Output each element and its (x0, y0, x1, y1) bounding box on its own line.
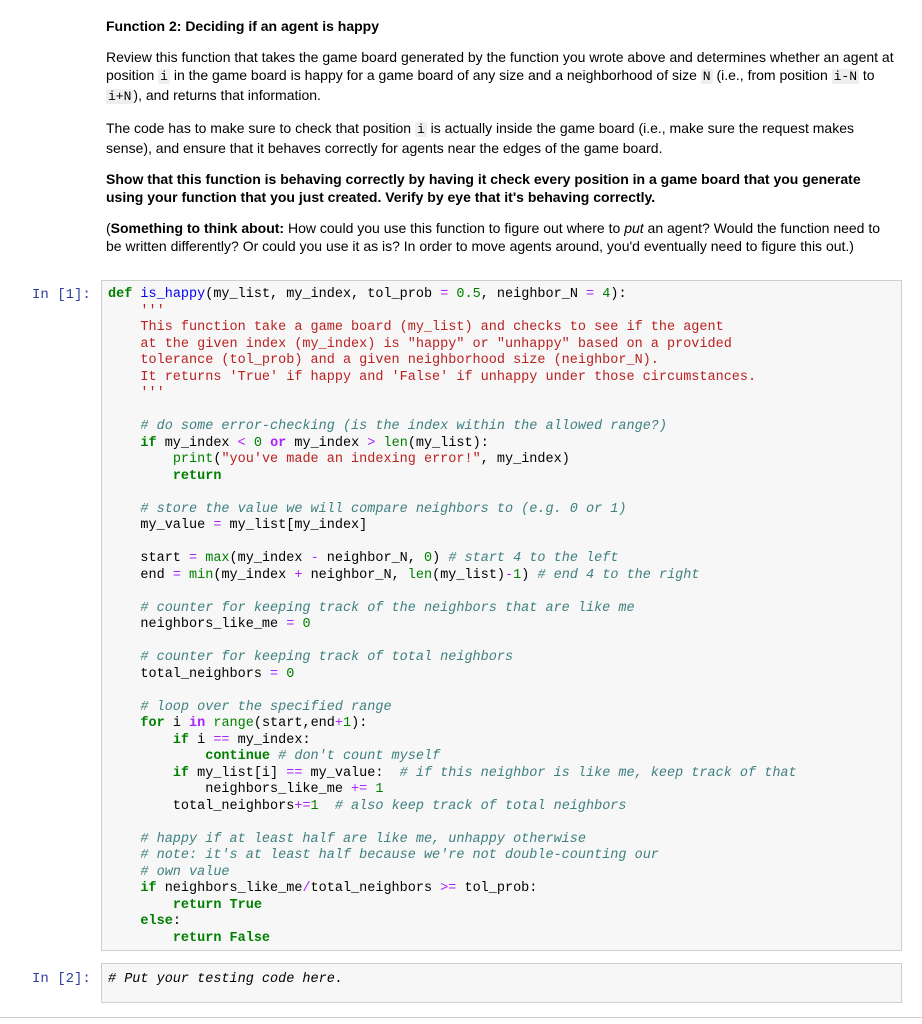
paragraph-check: The code has to make sure to check that position i is actually inside the game board (i.e., make sure the request makes sense), and ensure that it behaves correctly for agents near the edges of the game board. (106, 120, 854, 156)
section-heading: Function 2: Deciding if an agent is happy (106, 18, 380, 34)
paragraph-review: Review this function that takes the game board generated by the function you wrote above and determines whether an agent at position i in the game board is happy for a game board of any size and a neighborhood of size N (i.e., from position i-N to i+N ), and returns that information. (106, 49, 894, 104)
code-cell-2[interactable] (101, 963, 902, 1003)
code-editor-2[interactable]: # Put your testing code here. (108, 972, 343, 987)
code-cell-1[interactable] (101, 280, 902, 951)
notebook-divider (0, 1017, 922, 1018)
paragraph-think: (Something to think about: How could you use this function to figure out where to put an agent? Would the function need to be written differently? Or could you use it as is? In order to move agents around, you'd eventually need to figure this out.) (106, 220, 881, 254)
paragraph-show: Show that this function is behaving correctly by having it check every position in a game board that you generate using your function that you just created. Verify by eye that it's behaving correctly. (106, 171, 861, 205)
code-editor-1[interactable]: def is_happy(my_list, my_index, tol_prob = 0.5, neighbor_N = 4): ''' This function take a game board (my_list) and checks to see if the agent at the given index (my_index) is "happy" or "unhappy" based on a provided tolerance (tol_prob) and a given neighborhood size (neighbor_N). It returns 'True' if happy and 'False' if unhappy under those circumstances. ''' # do some error-checking (is the index within the allowed range?) if my_index < 0 or my_index > len(my_list): print("you've made an indexing error!", my_index) return # store the value we will compare neighbors to (e.g. 0 or 1) my_value = my_list[my_index] start = max(my_index - neighbor_N, 0) # start 4 to the left end = min(my_index + neighbor_N, len(my_list)-1) # end 4 to the right # counter for keeping track of the neighbors that are like me neighbors_like_me = 0 # counter for keeping track of total neighbors total_neighbors = 0 # loop over the specified range for i in range(start,end+1): if i == my_index: continue # don't count myself if my_list[i] == my_value: # if this neighbor is like me, keep track of that neighbors_like_me += 1 total_neighbors+=1 # also keep track of total neighbors # happy if at least half are like me, unhappy otherwise # note: it's at least half because we're not double-counting our # own value if neighbors_like_me/total_neighbors >= tol_prob: return True else: return False (108, 287, 797, 946)
cell-prompt-1: In [1]: (32, 287, 91, 303)
cell-prompt-2: In [2]: (32, 971, 91, 987)
markdown-cell[interactable] (106, 17, 896, 255)
